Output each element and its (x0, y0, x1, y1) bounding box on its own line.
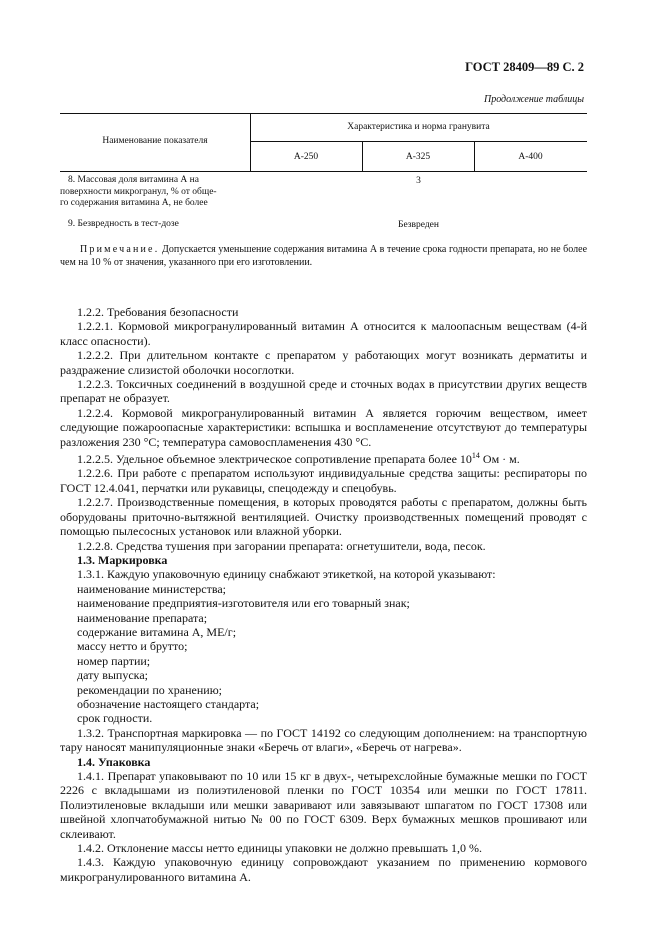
table-row-9-value: Безвреден (397, 220, 439, 230)
section-1-2-2-title: 1.2.2. Требования безопасности (77, 305, 239, 319)
list-item: наименование препарата; (77, 610, 208, 625)
exponent: 14 (471, 451, 480, 461)
paragraph-1-4-2: 1.4.2. Отклонение массы нетто единицы упаковки не должно превышать 1,0 %. (77, 841, 483, 856)
section-1-3-title: 1.3. Маркировка (77, 552, 168, 567)
list-item: наименование министерства; (77, 581, 227, 596)
section-1-4-title: 1.4. Упаковка (77, 754, 151, 769)
paragraph-1-4-1: 1.4.1. Препарат упаковывают по 10 или 15 кг в двух-, четырехслойные бумажные мешки по ГОСТ 2226 с вкладышами из полиэтиленовой пленки по ГОСТ 10354 или мешки по ГОСТ 17811. Полиэтиленовые вкладыши или мешки заваривают или завязывают шпагатом по ГОСТ 17308 или швейной хлопчатобумажной нитью № 00 по ГОСТ 6309. Верх бумажных мешков прошивают или склеивают. (60, 769, 587, 841)
paragraph-1-4-3: 1.4.3. Каждую упаковочную единицу сопровождают указанием по применению кормового микрогранулированного витамина А. (60, 855, 587, 884)
table-row-8-value: 3 (416, 176, 421, 186)
table-row-line: 9. Безвредность в тест-дозе (68, 219, 179, 229)
list-item: номер партии; (77, 653, 151, 668)
table-row-line: 8. Массовая доля витамина А на (68, 175, 199, 185)
paragraph-1-2-2-2: 1.2.2.2. При длительном контакте с препаратом у работающих могут возникать дерматиты и раздражение слизистой оболочки носоглотки. (60, 348, 587, 377)
table-row-8-name (60, 175, 248, 210)
paragraph-1-2-2-3: 1.2.2.3. Токсичных соединений в воздушной среде и сточных водах в присутствии других веществ препарат не образует. (60, 377, 587, 406)
table-continuation-label: Продолжение таблицы (483, 94, 584, 105)
paragraph-1-2-2-5 (60, 449, 587, 466)
paragraph-1-2-2-8: 1.2.2.8. Средства тушения при загорании препарата: огнетушители, вода, песок. (77, 538, 486, 553)
column-header-a400: А-400 (518, 152, 543, 162)
paragraph-1-2-2-1: 1.2.2.1. Кормовой микрогранулированный витамин А относится к малоопасным веществам (4-й класс опасности). (60, 319, 587, 348)
subheader-rule (250, 141, 587, 142)
paragraph-1-3-1: 1.3.1. Каждую упаковочную единицу снабжают этикеткой, на которой указывают: (77, 567, 496, 582)
list-item: рекомендации по хранению; (77, 682, 222, 697)
list-item: содержание витамина А, МЕ/г; (77, 624, 237, 639)
list-item: дату выпуска; (77, 668, 148, 683)
list-item: наименование предприятия-изготовителя или его товарный знак; (77, 596, 410, 611)
list-item: обозначение настоящего стандарта; (77, 696, 260, 711)
paragraph-1-2-2-7: 1.2.2.7. Производственные помещения, в которых проводятся работы с препаратом, должны быть оборудованы приточно-вытяжной вентиляцией. Очистку производственных помещений проводят с помощью пылесосных установок или влажной уборки. (60, 495, 587, 539)
paragraph-text: 1.2.2.5. Удельное объемное электрическое сопротивление препарата более 10 (77, 452, 472, 467)
paragraph-1-3-2: 1.3.2. Транспортная маркировка — по ГОСТ 14192 со следующим дополнением: на транспортную тару наносят манипуляционные знаки «Беречь от влаги», «Беречь от нагрева». (60, 725, 587, 755)
standard-code-header: ГОСТ 28409—89 С. 2 (465, 60, 584, 74)
column-header-name: Наименование показателя (102, 136, 208, 146)
column-header-group: Характеристика и норма гранувита (347, 122, 490, 132)
paragraph-1-2-2-6: 1.2.2.6. При работе с препаратом используют индивидуальные средства защиты: респираторы по ГОСТ 12.4.041, перчатки или рукавицы, спецодежду и спецобувь. (60, 466, 587, 495)
table-row-line: поверхности микрогранул, % от обще- (60, 186, 217, 197)
table-top-rule (60, 113, 587, 114)
main-text (60, 305, 587, 884)
list-item: массу нетто и брутто; (77, 639, 188, 654)
table-row-line: го содержания витамина А, не более (60, 198, 208, 208)
note-text: Допускается уменьшение содержания витамина А в течение срока годности препарата, но не более чем на 10 % от значения, указанного при его изготовлении. (60, 244, 588, 268)
unit: Ом · м. (479, 452, 520, 467)
list-item: срок годности. (77, 711, 153, 726)
table-header-rule (60, 171, 587, 172)
note-label: Примечание. (80, 244, 160, 255)
table-note (60, 244, 587, 269)
paragraph-1-2-2-4: 1.2.2.4. Кормовой микрогранулированный витамин А является горючим веществом, имеет следующие пожароопасные характеристики: вспышка и воспламенение отсутствуют до температуры разложения 230 °С; температура самовоспламенения 430 °С. (60, 405, 587, 449)
column-header-a250: А-250 (293, 152, 319, 162)
table-row-9-name (68, 219, 248, 231)
column-header-a325: А-325 (405, 152, 431, 162)
